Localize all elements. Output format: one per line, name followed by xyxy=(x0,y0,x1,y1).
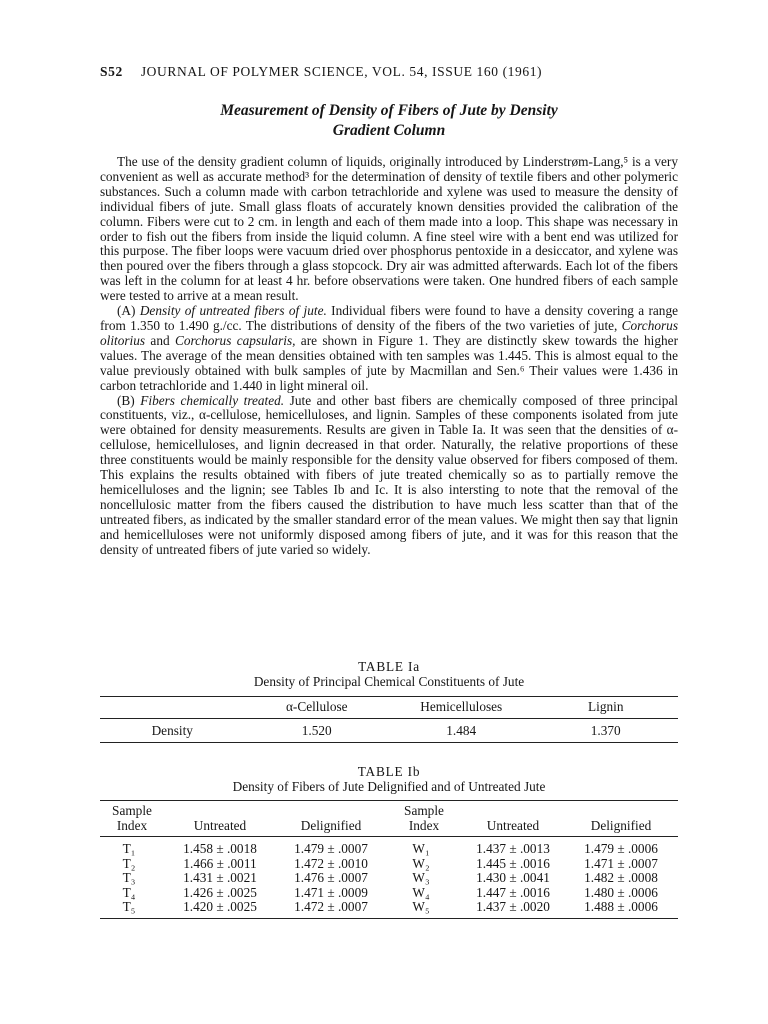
paragraph-a-heading: Density of untreated fibers of jute. xyxy=(139,303,327,319)
table-ib-cell-untreated-t: 1.431 ± .0021 xyxy=(183,870,257,886)
table-ib-cell-untreated-t: 1.426 ± .0025 xyxy=(183,884,257,900)
table-ia-lignin-value: 1.370 xyxy=(534,719,679,743)
table-ib-cell-sample-index-w: W₂ xyxy=(412,855,430,871)
table-ia-caption xyxy=(100,659,678,689)
table-ib-cell-delignified-t: 1.479 ± .0007 xyxy=(294,841,368,856)
table-ib xyxy=(100,800,678,919)
species-capsularis: Corchorus capsularis, xyxy=(174,332,296,348)
table-ib-cell-untreated-t: 1.458 ± .0018 xyxy=(183,841,257,856)
paragraph-a-label: (A) xyxy=(117,303,136,319)
table-ib-label: TABLE Ib xyxy=(357,764,421,779)
table-ia-label: TABLE Ia xyxy=(358,659,420,674)
paragraph-a-text-1: Individual fibers were found to have a density covering a range from 1.350 to 1.490 g./cc. The distributions of density of the fibers of the two varieties of jute, xyxy=(100,303,678,333)
table-ia-row-label: Density xyxy=(100,719,245,743)
paragraph-b-text: Jute and other bast fibers are chemically composed of three principal constituents, viz., α-cellulose, hemicelluloses, and lignin. Samples of these components isolated from jute were obtained for density measurements. Results are given in Table Ia. It was seen that the densities of α-cellulose, hemicelluloses, and lignin decreased in that order. Naturally, the relative proportions of these three constituents would be mainly responsible for the density value observed for fibers composed of them. This explains the results obtained with fibers of jute treated chemically so as to partially remove the hemicelluloses and the lignin; see Tables Ib and Ic. It is also intersting to note that the removal of the noncellulosic matter from the fibers caused the distribution to have much less scatter than that of the untreated fibers, as indicated by the smaller standard error of the mean values. We might then say that lignin and hemicelluloses were not uniformly disposed among fibers of jute, and it was for this reason that the density of untreated fibers of jute varied so widely. xyxy=(100,392,678,557)
paragraph-b-label: (B) xyxy=(117,392,135,408)
running-head xyxy=(100,64,678,80)
species-olitorius: Corchorus olitorius xyxy=(100,317,678,348)
table-ib-cell-sample-index-t: T₃ xyxy=(122,870,136,886)
table-ib-cell-delignified-w: 1.482 ± .0008 xyxy=(584,870,658,886)
table-ib-cell-delignified-w: 1.479 ± .0006 xyxy=(584,841,658,856)
article-title-line-1: Measurement of Density of Fibers of Jute by Density xyxy=(220,102,558,119)
article-title xyxy=(100,101,678,141)
table-ib-header-sample-index-left: Sample Index xyxy=(100,801,164,837)
paragraph-a-text-2: are shown in Figure 1. They are distinctly skew towards the higher values. The average of the mean densities obtained with ten samples was 1.445. This is almost equal to the value previously obtained with bulk samples of jute by Macmillan and Sen.⁶ Their values were 1.436 in carbon tetrachloride and 1.440 in light mineral oil. xyxy=(100,332,678,393)
table-ib-cell-sample-index-t: T₄ xyxy=(122,884,136,900)
table-ia-header-lignin: Lignin xyxy=(534,697,679,719)
table-ib-cell-sample-index-w: W₅ xyxy=(386,900,462,918)
table-row xyxy=(100,719,678,743)
table-ia-header-hemicelluloses: Hemicelluloses xyxy=(389,697,534,719)
table-ib-header-untreated-left: Untreated xyxy=(164,801,276,837)
table-ib-cell-untreated-t: 1.466 ± .0011 xyxy=(183,855,257,871)
table-ib-cell-delignified-w: 1.471 ± .0007 xyxy=(584,855,658,871)
table-ib-cell-sample-index-t: T₁ xyxy=(122,841,136,856)
journal-title: JOURNAL OF POLYMER SCIENCE, VOL. 54, ISSUE 160 (1961) xyxy=(140,64,543,79)
table-ib-header-sample-index-right: Sample Index xyxy=(386,801,462,837)
table-row xyxy=(100,837,678,857)
table-ia-header-blank xyxy=(100,697,245,719)
table-ia-hemicelluloses-value: 1.484 xyxy=(389,719,534,743)
paragraph-b-heading: Fibers chemically treated. xyxy=(140,392,285,408)
paragraph-b xyxy=(100,394,678,558)
table-ib-cell-untreated-w: 1.430 ± .0041 xyxy=(476,870,550,886)
table-ib-cell-sample-index-w: W₁ xyxy=(412,841,430,856)
table-ia-title: Density of Principal Chemical Constituents of Jute xyxy=(253,674,525,689)
table-ib-cell-sample-index-t: T₅ xyxy=(100,900,164,918)
paragraph-a xyxy=(100,304,678,393)
table-ia xyxy=(100,696,678,743)
article-title-line-2: Gradient Column xyxy=(332,122,446,139)
table-ia-cellulose-value: 1.520 xyxy=(245,719,390,743)
table-row xyxy=(100,900,678,918)
table-ib-cell-delignified-t: 1.476 ± .0007 xyxy=(294,870,368,886)
table-ia-header-cellulose: α-Cellulose xyxy=(245,697,390,719)
table-ib-cell-delignified-t: 1.471 ± .0009 xyxy=(294,884,368,900)
table-ib-cell-sample-index-w: W₄ xyxy=(412,884,430,900)
table-row xyxy=(100,857,678,872)
table-row xyxy=(100,871,678,886)
table-ib-cell-untreated-w: 1.445 ± .0016 xyxy=(476,855,550,871)
paragraph-intro: The use of the density gradient column of liquids, originally introduced by Linderstrøm-Lang,⁵ is a very convenient as well as accurate method³ for the determination of density of textile fibers and other polymeric substances. Such a column made with carbon tetrachloride and xylene was used to measure the density of individual fibers of jute. Small glass floats of accurately known densities provided the calibration of the column. Fibers were cut to 2 cm. in length and each of them made into a loop. This shape was necessary in order to fish out the fibers from inside the liquid column. A fine steel wire with a bent end was utilized for this purpose. The fiber loops were vacuum dried over phosphorus pentoxide in a desiccator, and xylene was then poured over the fibers through a glass stopcock. Dry air was admitted afterwards. Each lot of the fibers was left in the column for at least 4 hr. before observations were taken. One hundred fibers of each sample were tested to arrive at a mean result. xyxy=(100,154,678,304)
table-row xyxy=(100,886,678,901)
table-ib-cell-untreated-w: 1.437 ± .0020 xyxy=(462,900,564,918)
body-text xyxy=(100,155,678,557)
table-ib-cell-untreated-t: 1.420 ± .0025 xyxy=(164,900,276,918)
table-ib-caption xyxy=(100,764,678,794)
table-ib-cell-delignified-w: 1.488 ± .0006 xyxy=(564,900,678,918)
table-ib-header-delignified-right: Delignified xyxy=(564,801,678,837)
table-ib-cell-delignified-t: 1.472 ± .0010 xyxy=(294,855,368,871)
table-ib-cell-sample-index-w: W₃ xyxy=(412,870,430,886)
table-ib-header-untreated-right: Untreated xyxy=(462,801,564,837)
table-ib-cell-delignified-t: 1.472 ± .0007 xyxy=(276,900,386,918)
table-ib-header-delignified-left: Delignified xyxy=(276,801,386,837)
table-ib-cell-untreated-w: 1.447 ± .0016 xyxy=(476,884,550,900)
table-ib-cell-untreated-w: 1.437 ± .0013 xyxy=(476,841,550,856)
table-ib-title: Density of Fibers of Jute Delignified and of Untreated Jute xyxy=(232,779,546,794)
table-ib-cell-sample-index-t: T₂ xyxy=(122,855,136,871)
table-ib-cell-delignified-w: 1.480 ± .0006 xyxy=(584,884,658,900)
paragraph-a-and: and xyxy=(145,332,175,348)
page-number: S52 xyxy=(100,64,123,79)
